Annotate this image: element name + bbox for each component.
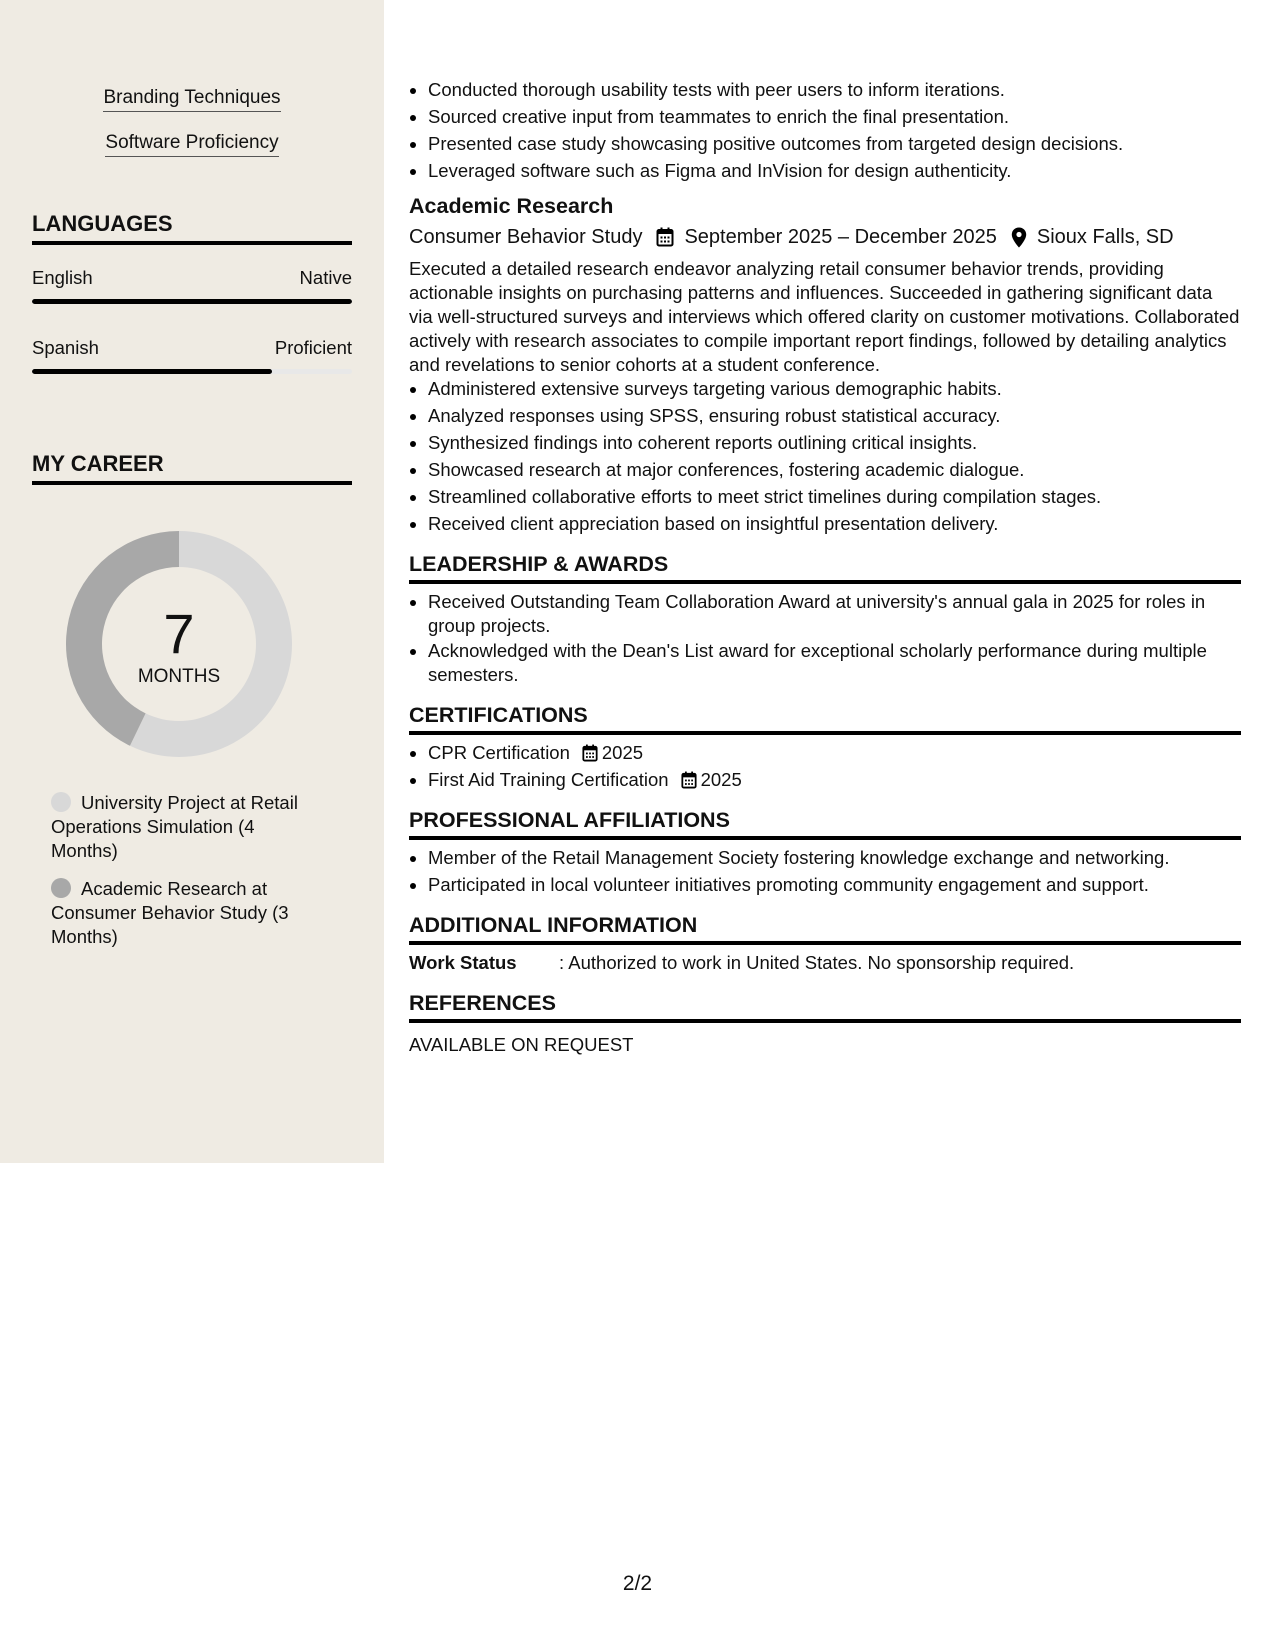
calendar-icon — [656, 227, 674, 247]
certification-name: CPR Certification — [428, 742, 570, 763]
location-pin-icon — [1011, 227, 1027, 248]
language-level: Native — [299, 267, 352, 288]
list-item: Participated in local volunteer initiatives promoting community engagement and support. — [409, 873, 1241, 897]
section-heading-references: REFERENCES — [409, 989, 1241, 1023]
affiliations-list — [409, 846, 1241, 897]
languages-heading: LANGUAGES — [32, 211, 352, 245]
list-item: Sourced creative input from teammates to enrich the final presentation. — [409, 105, 1241, 129]
page-number: 2/2 — [622, 1572, 653, 1595]
skill-label: Software Proficiency — [105, 132, 278, 157]
experience-bullet-list — [409, 78, 1241, 183]
legend-dot-icon — [51, 792, 71, 812]
experience-subtitle: Consumer Behavior Study — [409, 226, 643, 248]
career-legend-label: Academic Research at Consumer Behavior Study (3 Months) — [51, 878, 289, 947]
list-item — [409, 768, 1241, 792]
references-text: AVAILABLE ON REQUEST — [409, 1034, 634, 1055]
experience-meta — [409, 224, 1241, 250]
list-item — [409, 741, 1241, 765]
legend-dot-icon — [51, 878, 71, 898]
language-proficiency-bar — [32, 369, 352, 374]
list-item: Leveraged software such as Figma and InVision for design authenticity. — [409, 159, 1241, 183]
language-level: Proficient — [274, 337, 352, 358]
work-status-label: Work Status — [409, 952, 517, 973]
language-name: Spanish — [32, 337, 99, 358]
career-legend-item — [51, 791, 311, 863]
leadership-list — [409, 590, 1241, 687]
career-heading: MY CAREER — [32, 451, 352, 485]
language-proficiency-fill — [32, 299, 352, 304]
list-item: Analyzed responses using SPSS, ensuring robust statistical accuracy. — [409, 404, 1241, 428]
experience-title: Academic Research — [409, 194, 614, 218]
section-heading-additional: ADDITIONAL INFORMATION — [409, 911, 1241, 945]
language-proficiency-fill — [32, 369, 272, 374]
calendar-icon — [582, 744, 598, 762]
main-content — [409, 78, 1241, 1057]
work-status-row — [409, 951, 1241, 975]
experience-bullet-list — [409, 377, 1241, 536]
language-name: English — [32, 267, 93, 288]
career-total-months: 7 — [163, 602, 195, 665]
calendar-icon — [681, 771, 697, 789]
language-row — [32, 267, 352, 289]
career-legend-label: University Project at Retail Operations Simulation (4 Months) — [51, 792, 298, 861]
certification-name: First Aid Training Certification — [428, 769, 669, 790]
list-item: Administered extensive surveys targeting various demographic habits. — [409, 377, 1241, 401]
list-item: Showcased research at major conferences, fostering academic dialogue. — [409, 458, 1241, 482]
skill-tag — [0, 132, 384, 157]
skill-tag — [0, 87, 384, 112]
certifications-list — [409, 741, 1241, 792]
language-proficiency-bar — [32, 299, 352, 304]
list-item: Acknowledged with the Dean's List award for exceptional scholarly performance during multiple semesters. — [409, 639, 1241, 687]
career-unit-label: MONTHS — [137, 666, 221, 687]
certification-year: 2025 — [601, 742, 644, 763]
list-item: Streamlined collaborative efforts to meet strict timelines during compilation stages. — [409, 485, 1241, 509]
list-item: Member of the Retail Management Society fostering knowledge exchange and networking. — [409, 846, 1241, 870]
list-item: Synthesized findings into coherent reports outlining critical insights. — [409, 431, 1241, 455]
experience-location: Sioux Falls, SD — [1036, 226, 1174, 248]
work-status-value: : Authorized to work in United States. No sponsorship required. — [559, 952, 1075, 973]
skill-label: Branding Techniques — [103, 87, 280, 112]
sidebar — [0, 0, 384, 1163]
section-heading-leadership: LEADERSHIP & AWARDS — [409, 550, 1241, 584]
list-item: Received Outstanding Team Collaboration Award at university's annual gala in 2025 for roles in group projects. — [409, 590, 1241, 638]
list-item: Presented case study showcasing positive outcomes from targeted design decisions. — [409, 132, 1241, 156]
experience-dates: September 2025 – December 2025 — [684, 226, 997, 248]
language-row — [32, 337, 352, 359]
list-item: Conducted thorough usability tests with peer users to inform iterations. — [409, 78, 1241, 102]
section-heading-certifications: CERTIFICATIONS — [409, 701, 1241, 735]
list-item: Received client appreciation based on insightful presentation delivery. — [409, 512, 1241, 536]
career-legend-item — [51, 877, 311, 949]
section-heading-affiliations: PROFESSIONAL AFFILIATIONS — [409, 806, 1241, 840]
certification-year: 2025 — [700, 769, 742, 790]
experience-description: Executed a detailed research endeavor analyzing retail consumer behavior trends, providing actionable insights on purchasing patterns and influences. Succeeded in gathering significant data via well-structured surveys and interviews which offered clarity on customer motivations. Collaborated actively with research associates to compile important report findings, followed by detailing analytics and revelations to senior cohorts at a student conference. — [409, 258, 1240, 375]
